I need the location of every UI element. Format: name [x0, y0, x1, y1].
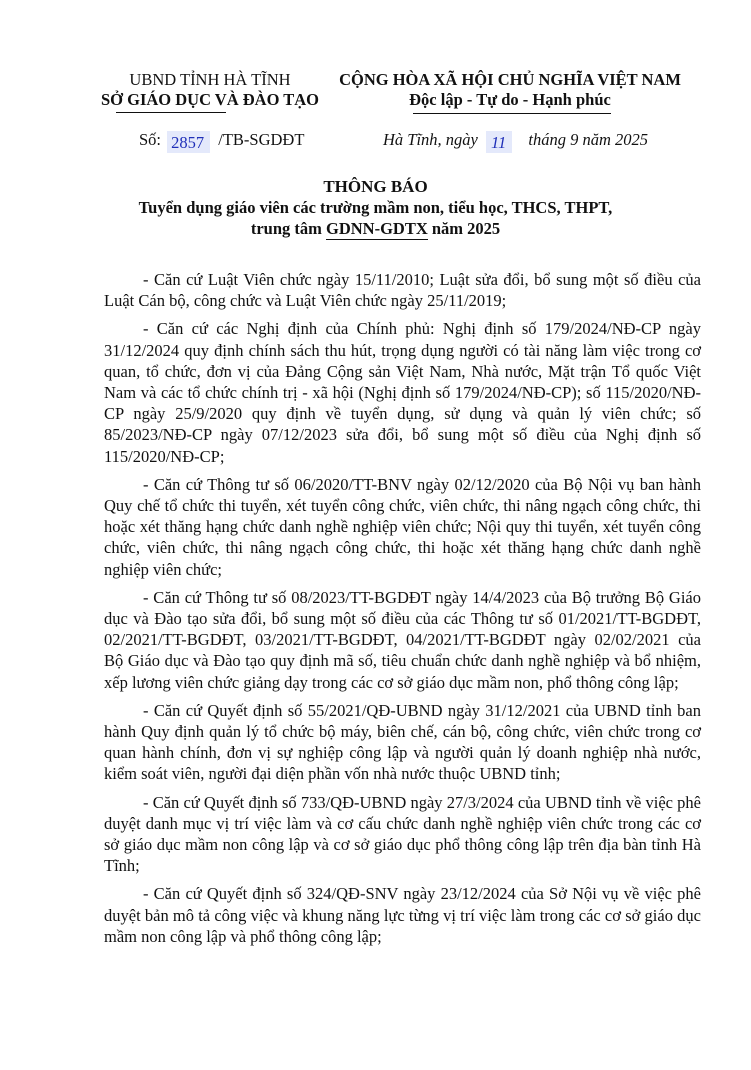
- subtitle-suffix: năm 2025: [431, 219, 501, 238]
- day-field[interactable]: 11: [486, 131, 512, 153]
- subtitle-prefix: trung tâm: [250, 219, 322, 238]
- legal-basis-paragraph: - Căn cứ Thông tư số 08/2023/TT-BGDĐT ngày 14/4/2023 của Bộ trưởng Bộ Giáo dục và Đào tạo sửa đổi, bổ sung một số điều của các Thông tư số 01/2021/TT-BGDĐT, 02/2021/TT-BGDĐT, 03/2021/TT-BGDĐT, 04/2021/TT-BGDĐT ngày 02/02/2021 của Bộ Giáo dục và Đào tạo quy định mã số, tiêu chuẩn chức danh nghề nghiệp và bổ nhiệm, xếp lương viên chức giảng dạy trong các cơ sở giáo dục mầm non, phổ thông công lập;: [104, 587, 701, 692]
- parent-agency: UBND TỈNH HÀ TĨNH: [129, 70, 291, 89]
- document-subtitle-line2: [0, 218, 751, 240]
- doc-number-suffix: /TB-SGDĐT: [218, 130, 305, 149]
- document-body: [104, 269, 701, 954]
- doc-number-label: Số:: [139, 130, 162, 149]
- document-title-block: [0, 176, 751, 240]
- document-subtitle-line1: Tuyển dụng giáo viên các trường mầm non, tiểu học, THCS, THPT,: [138, 198, 613, 217]
- issuing-agency: SỞ GIÁO DỤC VÀ ĐÀO TẠO: [100, 90, 320, 109]
- place-and-date: [383, 128, 648, 151]
- national-motto: Độc lập - Tự do - Hạnh phúc: [409, 90, 611, 109]
- doc-number-field[interactable]: 2857: [167, 131, 210, 153]
- legal-basis-paragraph: - Căn cứ Luật Viên chức ngày 15/11/2010; Luật sửa đổi, bổ sung một số điều của Luật Cán bộ, công chức và Luật Viên chức ngày 25/11/2019;: [104, 270, 701, 311]
- issuing-agency-block: [100, 70, 320, 110]
- document-number: [139, 128, 304, 151]
- document-title: THÔNG BÁO: [323, 177, 428, 196]
- legal-basis-paragraph: - Căn cứ Quyết định số 324/QĐ-SNV ngày 23/12/2024 của Sở Nội vụ về việc phê duyệt bản mô tả công việc và khung năng lực từng vị trí việc làm trong các cơ sở giáo dục mầm non công lập và phổ thông công lập;: [104, 884, 701, 946]
- legal-basis-paragraph: - Căn cứ Thông tư số 06/2020/TT-BNV ngày 02/12/2020 của Bộ Nội vụ ban hành Quy chế tổ chức thi tuyển, xét tuyển công chức, viên chức, thi nâng ngạch công chức, thi hoặc xét thăng hạng chức danh nghề nghiệp viên chức; Nội quy thi tuyển, xét tuyển công chức, viên chức, thi nâng ngạch công chức, thi hoặc xét thăng hạng chức danh nghề nghiệp viên chức;: [104, 474, 701, 579]
- place-date-prefix: Hà Tĩnh, ngày: [383, 130, 478, 149]
- legal-basis-paragraph: - Căn cứ Quyết định số 733/QĐ-UBND ngày 27/3/2024 của UBND tỉnh về việc phê duyệt danh mục vị trí việc làm và cơ cấu chức danh nghề nghiệp viên chức trong các cơ sở giáo dục mầm non công lập và cơ sở giáo dục phổ thông công lập trên địa bàn tỉnh Hà Tĩnh;: [104, 792, 701, 876]
- agency-underline: [116, 112, 226, 113]
- subtitle-underlined: GDNN-GDTX: [326, 219, 428, 238]
- national-title: CỘNG HÒA XÃ HỘI CHỦ NGHĨA VIỆT NAM: [339, 70, 681, 89]
- place-date-suffix: tháng 9 năm 2025: [528, 130, 649, 149]
- motto-underline: [413, 113, 611, 114]
- legal-basis-paragraph: - Căn cứ Quyết định số 55/2021/QĐ-UBND ngày 31/12/2021 của UBND tỉnh ban hành Quy định quản lý tổ chức bộ máy, biên chế, cán bộ, công chức, viên chức trong cơ quan hành chính, đơn vị sự nghiệp công lập và người quản lý doanh nghiệp nhà nước, kiểm soát viên, người đại diện phần vốn nhà nước thuộc UBND tỉnh;: [104, 700, 701, 784]
- national-heading-block: [330, 70, 690, 110]
- legal-basis-paragraph: - Căn cứ các Nghị định của Chính phủ: Nghị định số 179/2024/NĐ-CP ngày 31/12/2024 quy định chính sách thu hút, trọng dụng người có tài năng làm việc trong cơ quan, tổ chức, đơn vị của Đảng Cộng sản Việt Nam, Nhà nước, Mặt trận Tổ quốc Việt Nam và các tổ chức chính trị - xã hội (Nghị định số 179/2024/NĐ-CP); số 115/2020/NĐ-CP ngày 25/9/2020 quy định về tuyển dụng, sử dụng và quản lý viên chức; số 85/2023/NĐ-CP ngày 07/12/2023 sửa đổi, bổ sung một số điều của Nghị định số 115/2020/NĐ-CP;: [104, 319, 701, 466]
